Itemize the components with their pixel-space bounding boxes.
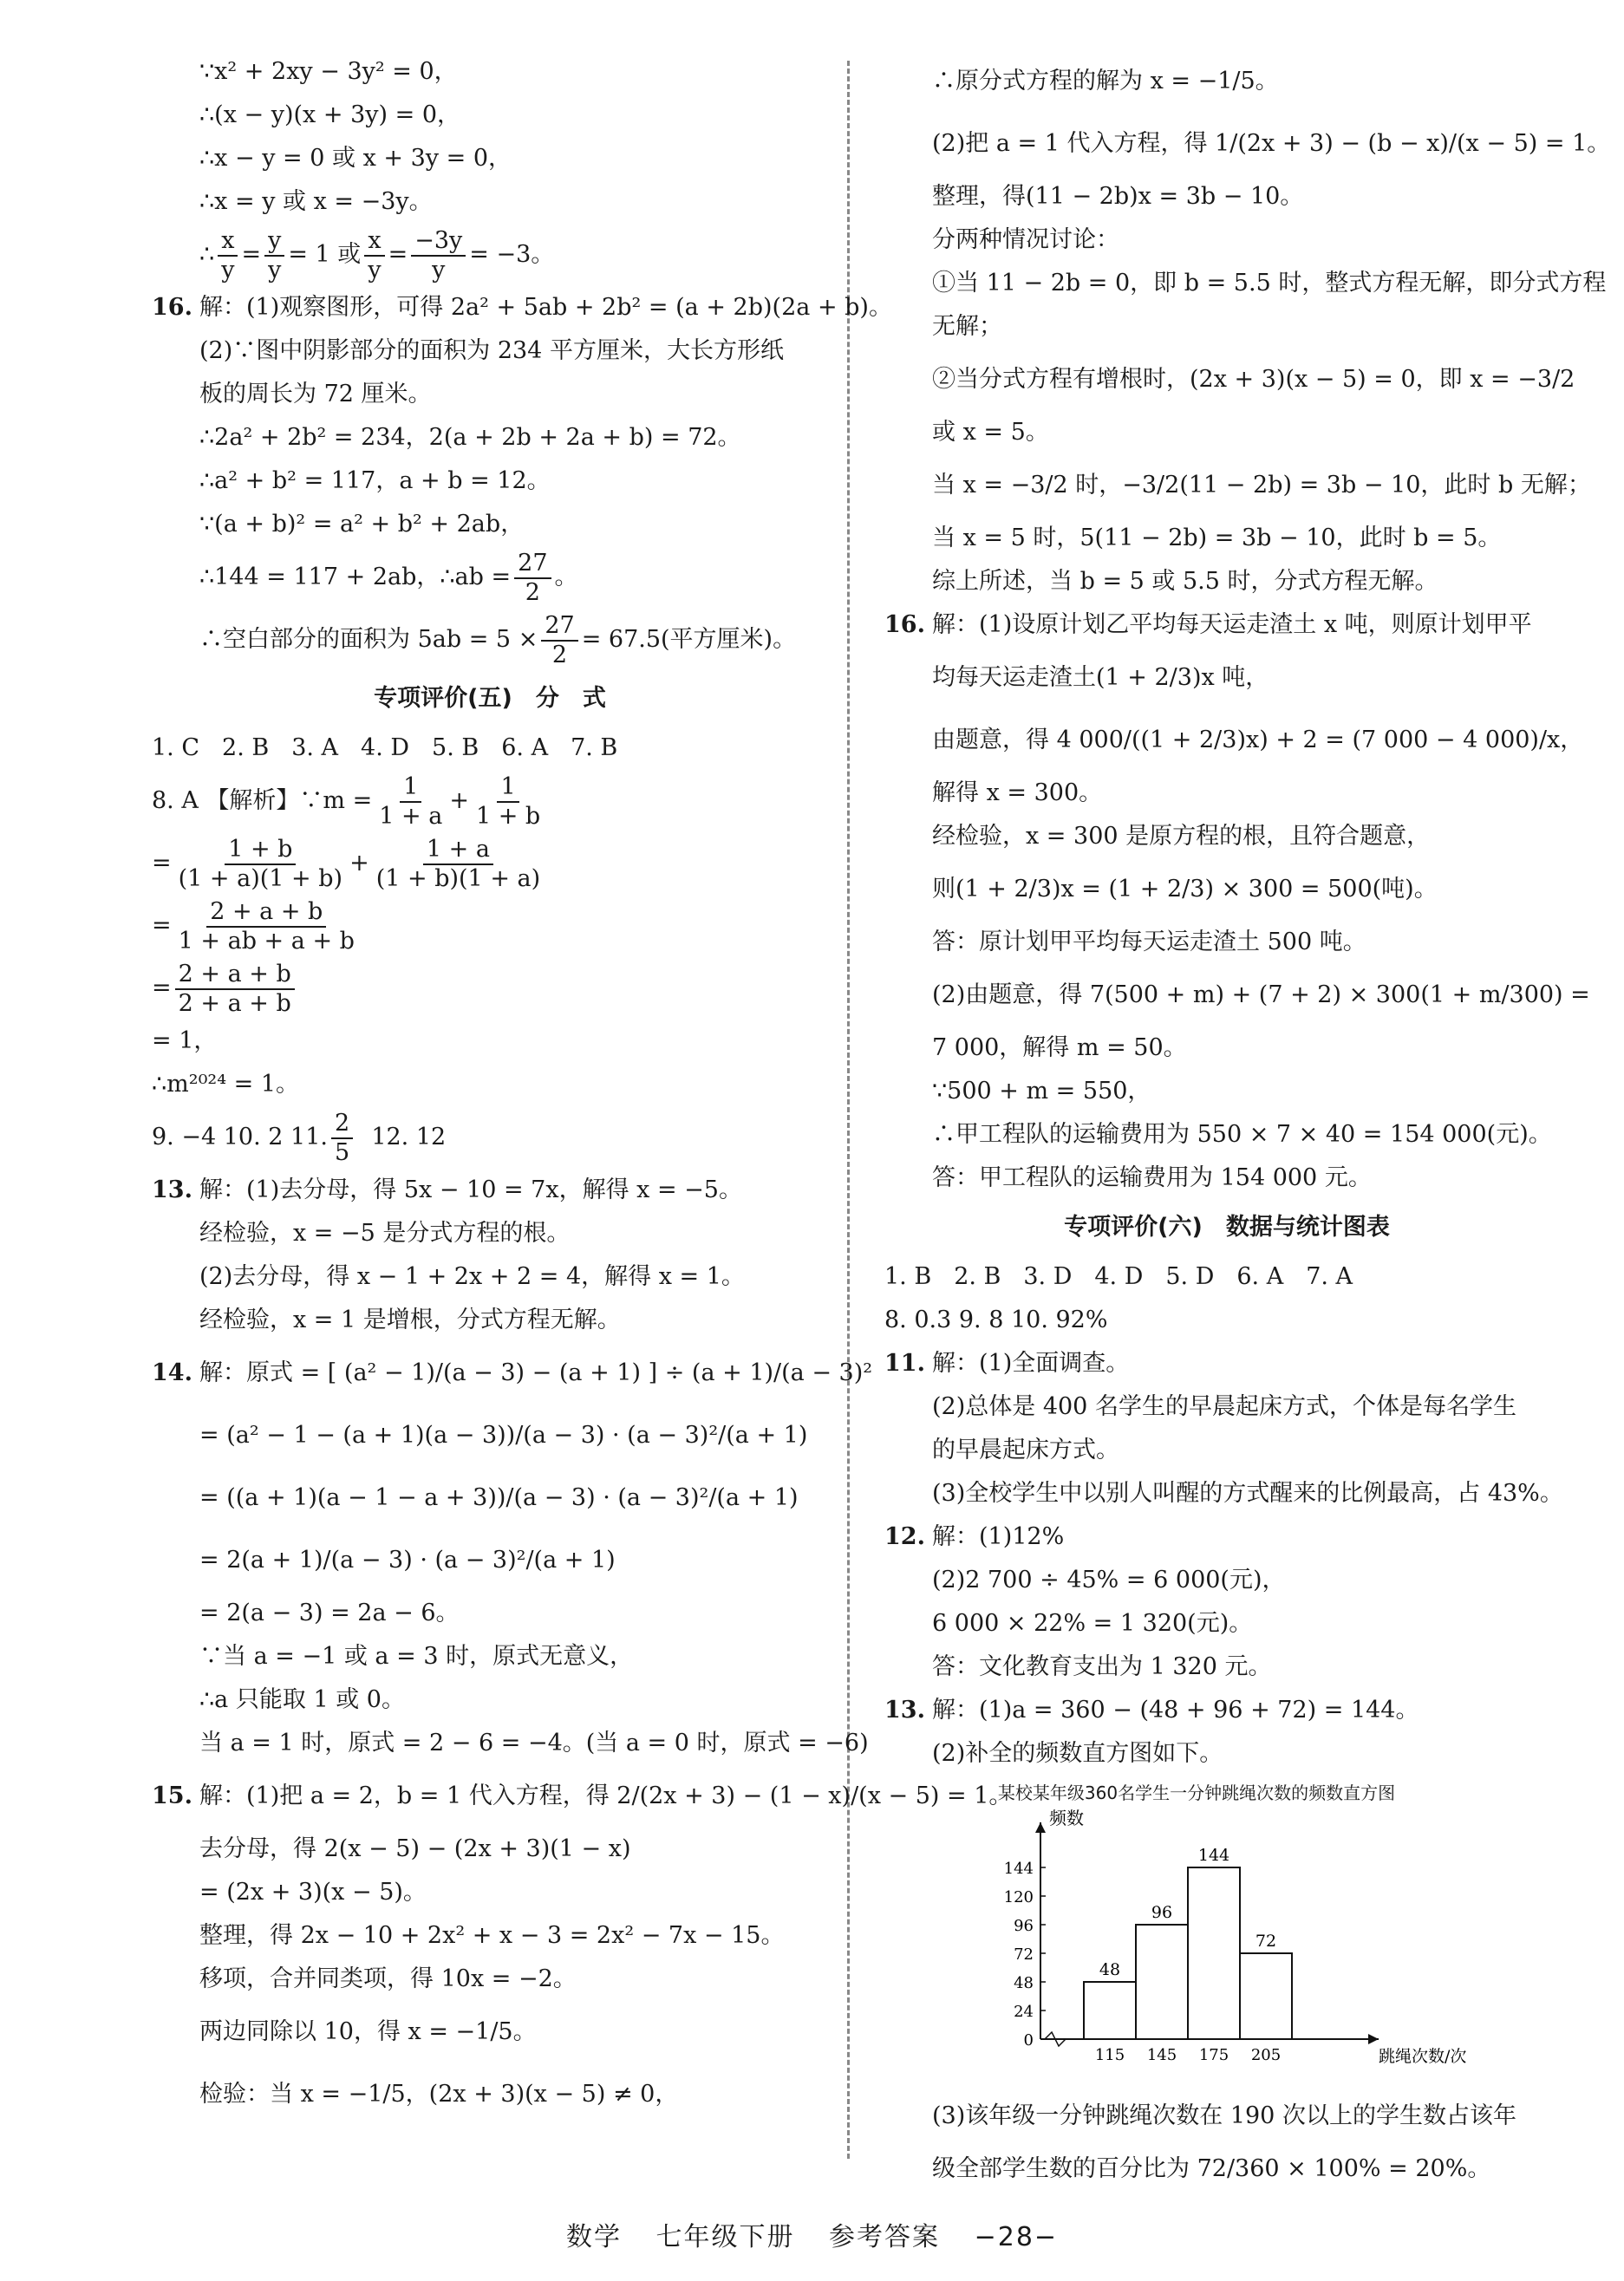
question-8: 8. A 【解析】∵m = $\frac{1}{1 + a}$ + $\frac{1}{1 + b}$	[152, 773, 541, 830]
text-line: ∴空白部分的面积为 5ab = 5 × $\frac{27}{2}$ = 67.5(平方厘米)。	[199, 612, 797, 668]
text-line: (3)全校学生中以别人叫醒的方式醒来的比例最高，占 43%。	[932, 1480, 1563, 1507]
histogram	[971, 1781, 1569, 2095]
footer-label: 参考答案	[829, 2222, 941, 2252]
text-line: = $\frac{2 + a + b}{2 + a + b}$	[152, 957, 828, 1020]
y-tick-label: 96	[1014, 1917, 1034, 1935]
text-line: ∴2a² + 2b² = 234，2(a + 2b + 2a + b) = 72。	[199, 424, 741, 451]
text-line: 的早晨起床方式。	[932, 1437, 1119, 1463]
question-14: 14. 解：原式 = [ (a² − 1)/(a − 3) − (a + 1) ] ÷ (a + 1)/(a − 3)²	[152, 1359, 873, 1386]
text-line: ∴144 = 117 + 2ab，∴ab = $\frac{27}{2}$ 。	[199, 550, 578, 606]
text-line: ∴(x − y)(x + 3y) = 0，	[199, 101, 460, 128]
fill-answers: 9. −4 10. 2 11. $\frac{2}{5}$ 12. 12	[152, 1110, 447, 1166]
text-line: 经检验，x = 300 是原方程的根，且符合题意，	[932, 823, 1431, 850]
histogram-bar	[1084, 1982, 1136, 2039]
histogram-bar	[1188, 1867, 1240, 2039]
text-line: 板的周长为 72 厘米。	[199, 381, 432, 407]
text-line: 两边同除以 10，得 x = −1/5。	[199, 2018, 537, 2045]
bar-value-label: 96	[1151, 1903, 1173, 1922]
text-line: (2)去分母，得 x − 1 + 2x + 2 = 4，解得 x = 1。	[199, 1263, 745, 1290]
x-axis-label: 跳绳次数/次	[1379, 2047, 1467, 2066]
text-line: ∵当 a = −1 或 a = 3 时，原式无意义，	[199, 1643, 634, 1670]
question-13: 13. 解：(1)a = 360 − (48 + 96 + 72) = 144。	[884, 1697, 1419, 1724]
x-tick-label: 115	[1094, 2046, 1125, 2064]
bar-value-label: 72	[1255, 1932, 1277, 1951]
choice-answers: 1. B 2. B 3. D 4. D 5. D 6. A 7. A	[884, 1263, 1353, 1290]
y-tick-label: 48	[1014, 1974, 1034, 1992]
text-line: 检验：当 x = −1/5，(2x + 3)(x − 5) ≠ 0，	[199, 2081, 679, 2108]
text-line: 6 000 × 22% = 1 320(元)。	[932, 1610, 1253, 1637]
text-line: (2)总体是 400 名学生的早晨起床方式，个体是每名学生	[932, 1393, 1516, 1420]
question-16: 16. 解：(1)设原计划乙平均每天运走渣土 x 吨，则原计划甲平	[884, 611, 1532, 638]
y-axis-arrow	[1035, 1822, 1046, 1833]
text-line: ∵500 + m = 550，	[932, 1078, 1151, 1105]
section-title: 专项评价(六) 数据与统计图表	[1064, 1214, 1390, 1241]
histogram-bar	[1136, 1925, 1188, 2039]
text-line: ∴m²⁰²⁴ = 1。	[152, 1071, 300, 1098]
text-line: ①当 11 − 2b = 0，即 b = 5.5 时，整式方程无解，即分式方程	[932, 270, 1607, 297]
text-line: 由题意，得 4 000/((1 + 2/3)x) + 2 = (7 000 − 4 000)/x，	[932, 727, 1584, 753]
text-line: 答：原计划甲平均每天运走渣土 500 吨。	[932, 929, 1366, 955]
text-line: (2)补全的频数直方图如下。	[932, 1740, 1223, 1767]
text-line: 级全部学生数的百分比为 72/360 × 100% = 20%。	[932, 2155, 1491, 2182]
question-11: 11. 解：(1)全面调查。	[884, 1350, 1130, 1377]
histogram-bar	[1240, 1953, 1292, 2039]
page-footer	[0, 2215, 1624, 2253]
text-line: ∴x − y = 0 或 x + 3y = 0，	[199, 145, 512, 172]
page-number: −28−	[974, 2222, 1059, 2252]
text-line: 均每天运走渣土(1 + 2/3)x 吨，	[932, 664, 1269, 691]
text-line: ∴原分式方程的解为 x = −1/5。	[932, 68, 1279, 94]
text-line: (2)2 700 ÷ 45% = 6 000(元)，	[932, 1567, 1286, 1593]
text-line: 解得 x = 300。	[932, 779, 1103, 806]
text-line: = 1，	[152, 1027, 218, 1054]
y-tick-label: 120	[1003, 1888, 1034, 1906]
fill-answers: 8. 0.3 9. 8 10. 92%	[884, 1307, 1108, 1333]
question-15: 15. 解：(1)把 a = 2，b = 1 代入方程，得 2/(2x + 3) − (1 − x)/(x − 5) = 1。	[152, 1782, 1013, 1809]
text-line: 或 x = 5。	[932, 419, 1049, 446]
text-line: ∴a 只能取 1 或 0。	[199, 1686, 405, 1713]
text-line: ∴x = y 或 x = −3y。	[199, 188, 433, 215]
text-line: = (2x + 3)(x − 5)。	[199, 1879, 427, 1906]
text-line: 整理，得 2x − 10 + 2x² + x − 3 = 2x² − 7x − 15。	[199, 1922, 785, 1949]
text-line: = 2(a − 3) = 2a − 6。	[199, 1600, 460, 1626]
y-tick-label: 0	[1023, 2031, 1034, 2050]
text-line: ②当分式方程有增根时，(2x + 3)(x − 5) = 0，即 x = −3/2	[932, 366, 1575, 393]
x-tick-label: 205	[1250, 2046, 1282, 2064]
question-12: 12. 解：(1)12%	[884, 1523, 1065, 1550]
y-axis-label: 频数	[1049, 1808, 1084, 1828]
text-line: (2)由题意，得 7(500 + m) + (7 + 2) × 300(1 + m/300) =	[932, 981, 1590, 1008]
right-column	[884, 50, 1611, 2200]
question-13: 13. 解：(1)去分母，得 5x − 10 = 7x，解得 x = −5。	[152, 1176, 742, 1203]
text-line: = 2(a + 1)/(a − 3) · (a − 3)²/(a + 1)	[199, 1547, 616, 1574]
x-tick-label: 175	[1198, 2046, 1229, 2064]
x-tick-label: 145	[1146, 2046, 1177, 2064]
text-line: (2)∵图中阴影部分的面积为 234 平方厘米，大长方形纸	[199, 337, 784, 364]
text-line: 综上所述，当 b = 5 或 5.5 时，分式方程无解。	[932, 568, 1438, 595]
bar-value-label: 48	[1099, 1960, 1121, 1979]
column-divider	[847, 61, 850, 2159]
text-line: 当 x = 5 时，5(11 − 2b) = 3b − 10，此时 b = 5。	[932, 525, 1502, 551]
text-line: 移项，合并同类项，得 10x = −2。	[199, 1965, 577, 1992]
footer-grade: 七年级下册	[655, 2222, 795, 2252]
text-line: ∴a² + b² = 117，a + b = 12。	[199, 467, 551, 494]
text-line: ∵x² + 2xy − 3y² = 0，	[199, 58, 458, 85]
text-line: 经检验，x = −5 是分式方程的根。	[199, 1220, 571, 1247]
histogram-svg	[971, 1805, 1491, 2091]
text-line: 当 a = 1 时，原式 = 2 − 6 = −4。(当 a = 0 时，原式 = −6)	[199, 1730, 869, 1756]
text-line: 答：甲工程队的运输费用为 154 000 元。	[932, 1164, 1372, 1191]
text-line: = (a² − 1 − (a + 1)(a − 3))/(a − 3) · (a − 3)²/(a + 1)	[199, 1422, 808, 1449]
text-line: 经检验，x = 1 是增根，分式方程无解。	[199, 1307, 621, 1333]
text-line: ∴甲工程队的运输费用为 550 × 7 × 40 = 154 000(元)。	[932, 1121, 1552, 1148]
text-line: 分两种情况讨论：	[932, 226, 1119, 253]
bar-value-label: 144	[1197, 1846, 1230, 1865]
question-16: 16. 解：(1)观察图形，可得 2a² + 5ab + 2b² = (a + 2b)(2a + b)。	[152, 294, 892, 321]
choice-answers: 1. C 2. B 3. A 4. D 5. B 6. A 7. B	[152, 734, 618, 761]
y-tick-label: 72	[1014, 1945, 1034, 1964]
text-line: = $\frac{2 + a + b}{1 + ab + a + b}$	[152, 898, 355, 955]
text-line: ∵(a + b)² = a² + b² + 2ab，	[199, 511, 525, 538]
text-line: 整理，得(11 − 2b)x = 3b − 10。	[932, 183, 1304, 210]
text-line: 7 000，解得 m = 50。	[932, 1034, 1187, 1061]
text-line: 则(1 + 2/3)x = (1 + 2/3) × 300 = 500(吨)。	[932, 876, 1438, 903]
section-title: 专项评价(五) 分 式	[374, 685, 606, 712]
y-tick-label: 144	[1003, 1860, 1034, 1878]
text-line: = $\frac{1 + b}{(1 + a)(1 + b)}$ + $\frac{1 + a}{(1 + b)(1 + a)}$	[152, 836, 541, 892]
footer-subject: 数学	[565, 2222, 622, 2252]
text-line: 答：文化教育支出为 1 320 元。	[932, 1653, 1272, 1680]
text-line: 无解；	[932, 313, 1002, 340]
y-tick-label: 24	[1014, 2003, 1034, 2021]
ratio-line: ∴ $\frac{x}{y}$ = $\frac{y}{y}$ = 1 或 $\frac{x}{y}$ = $\frac{-3y}{y}$ = −3。	[199, 227, 555, 283]
text-line: (2)把 a = 1 代入方程，得 1/(2x + 3) − (b − x)/(x − 5) = 1。	[932, 130, 1611, 157]
text-line: (3)该年级一分钟跳绳次数在 190 次以上的学生数占该年	[932, 2102, 1516, 2129]
text-line: 去分母，得 2(x − 5) − (2x + 3)(1 − x)	[199, 1835, 631, 1862]
x-axis-arrow	[1368, 2034, 1379, 2044]
chart-title: 某校某年级360名学生一分钟跳绳次数的频数直方图	[997, 1782, 1396, 1803]
text-line: 当 x = −3/2 时，−3/2(11 − 2b) = 3b − 10，此时 b 无解；	[932, 472, 1591, 499]
text-line: = ((a + 1)(a − 1 − a + 3))/(a − 3) · (a − 3)²/(a + 1)	[199, 1484, 799, 1511]
